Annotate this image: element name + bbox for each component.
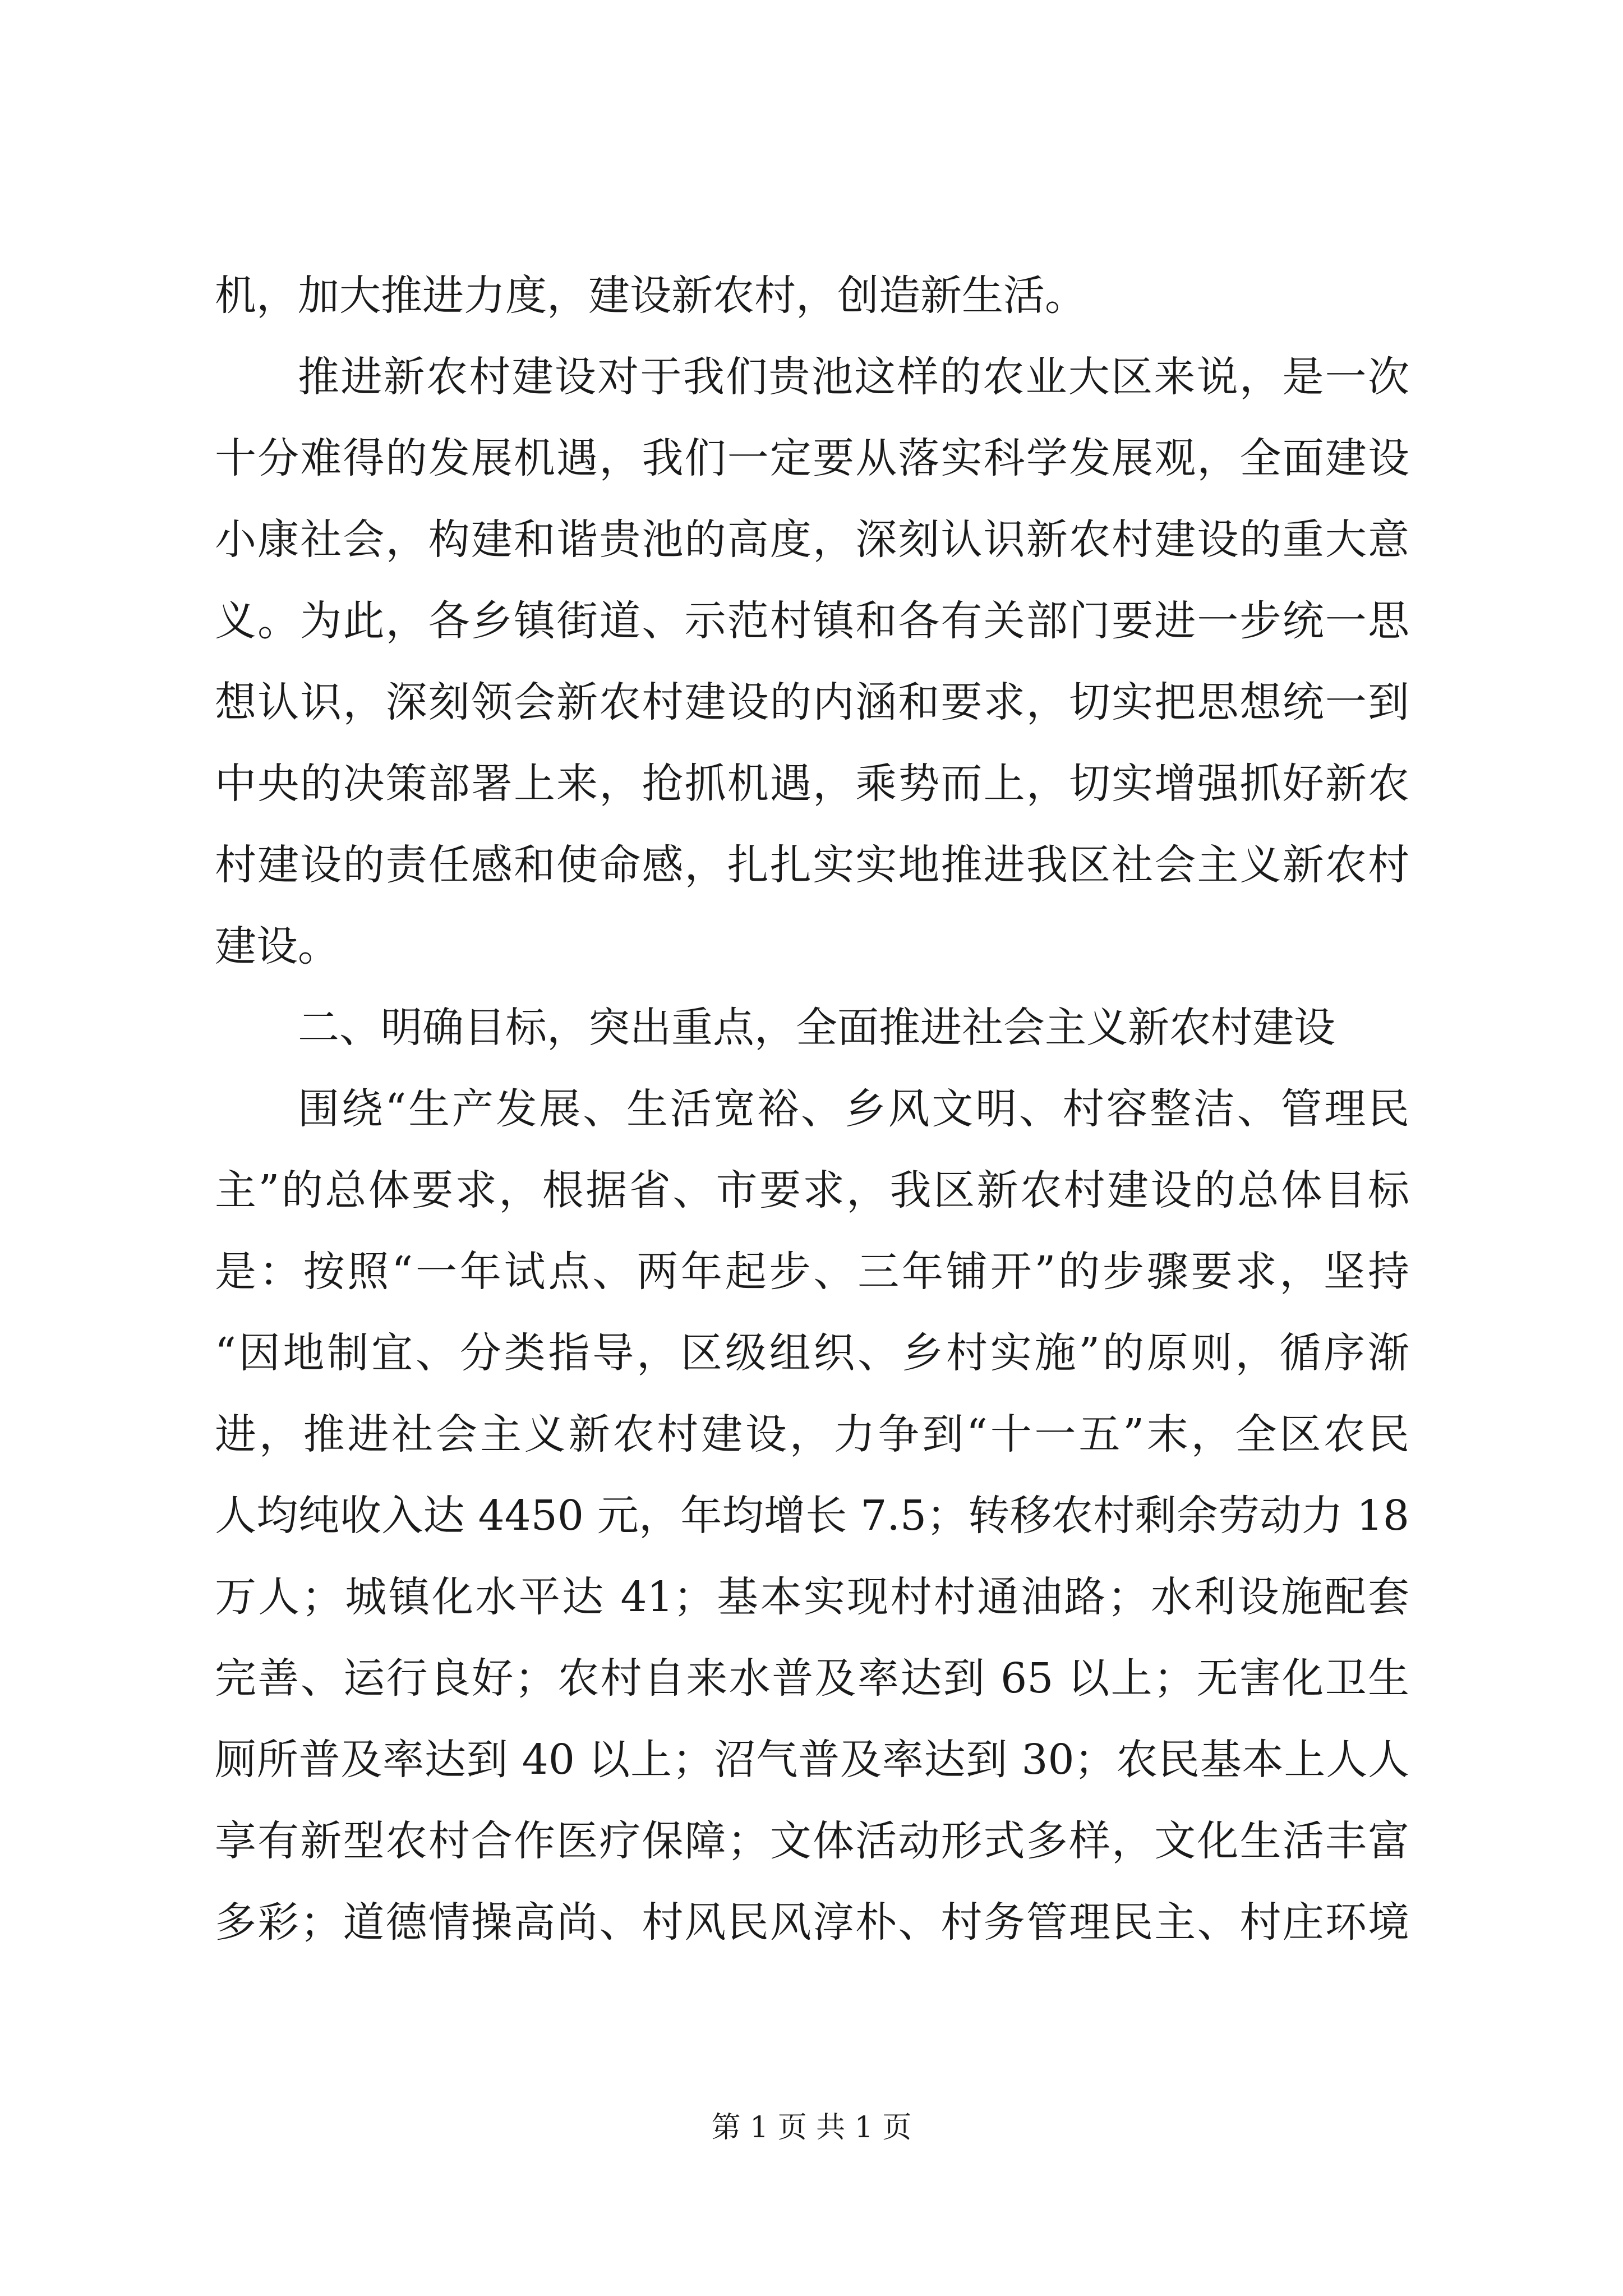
text-line: 万人；城镇化水平达 41；基本实现村村通油路；水利设施配套: [215, 1573, 1409, 1621]
text-line: 人均纯收入达 4450 元，年均增长 7.5；转移农村剩余劳动力 18: [215, 1492, 1409, 1540]
text-line: 中央的决策部署上来，抢抓机遇，乘势而上，切实增强抓好新农: [215, 760, 1409, 808]
section-heading: 二、明确目标，突出重点，全面推进社会主义新农村建设: [298, 1004, 1335, 1052]
page-footer: [0, 2108, 1623, 2147]
text-line: 主”的总体要求，根据省、市要求，我区新农村建设的总体目标: [215, 1166, 1409, 1214]
paragraph-start-line: 围绕“生产发展、生活宽裕、乡风文明、村容整洁、管理民: [298, 1085, 1409, 1133]
text-line: 义。为此，各乡镇街道、示范村镇和各有关部门要进一步统一思: [215, 597, 1409, 645]
text-line: 想认识，深刻领会新农村建设的内涵和要求，切实把思想统一到: [215, 678, 1409, 726]
page-number: 第 1 页 共 1 页: [711, 2111, 912, 2145]
text-line: 享有新型农村合作医疗保障；文体活动形式多样，文化生活丰富: [215, 1817, 1409, 1865]
text-line: 厕所普及率达到 40 以上；沼气普及率达到 30；农民基本上人人: [215, 1736, 1409, 1784]
text-line: 小康社会，构建和谐贵池的高度，深刻认识新农村建设的重大意: [215, 516, 1409, 564]
text-line: 多彩；道德情操高尚、村风民风淳朴、村务管理民主、村庄环境: [215, 1898, 1409, 1947]
text-line: 建设。: [215, 922, 339, 970]
text-line: 十分难得的发展机遇，我们一定要从落实科学发展观，全面建设: [215, 434, 1409, 482]
paragraph-start-line: 推进新农村建设对于我们贵池这样的农业大区来说，是一次: [298, 353, 1409, 401]
text-line: 机，加大推进力度，建设新农村，创造新生活。: [215, 272, 1086, 320]
body-text: [215, 255, 1409, 1963]
text-line: 是：按照“一年试点、两年起步、三年铺开”的步骤要求，坚持: [215, 1248, 1409, 1296]
text-line: “因地制宜、分类指导，区级组织、乡村实施”的原则，循序渐: [215, 1329, 1409, 1377]
text-line: 村建设的责任感和使命感，扎扎实实地推进我区社会主义新农村: [215, 841, 1409, 889]
text-line: 进，推进社会主义新农村建设，力争到“十一五”末，全区农民: [215, 1410, 1409, 1458]
text-line: 完善、运行良好；农村自来水普及率达到 65 以上；无害化卫生: [215, 1654, 1409, 1703]
